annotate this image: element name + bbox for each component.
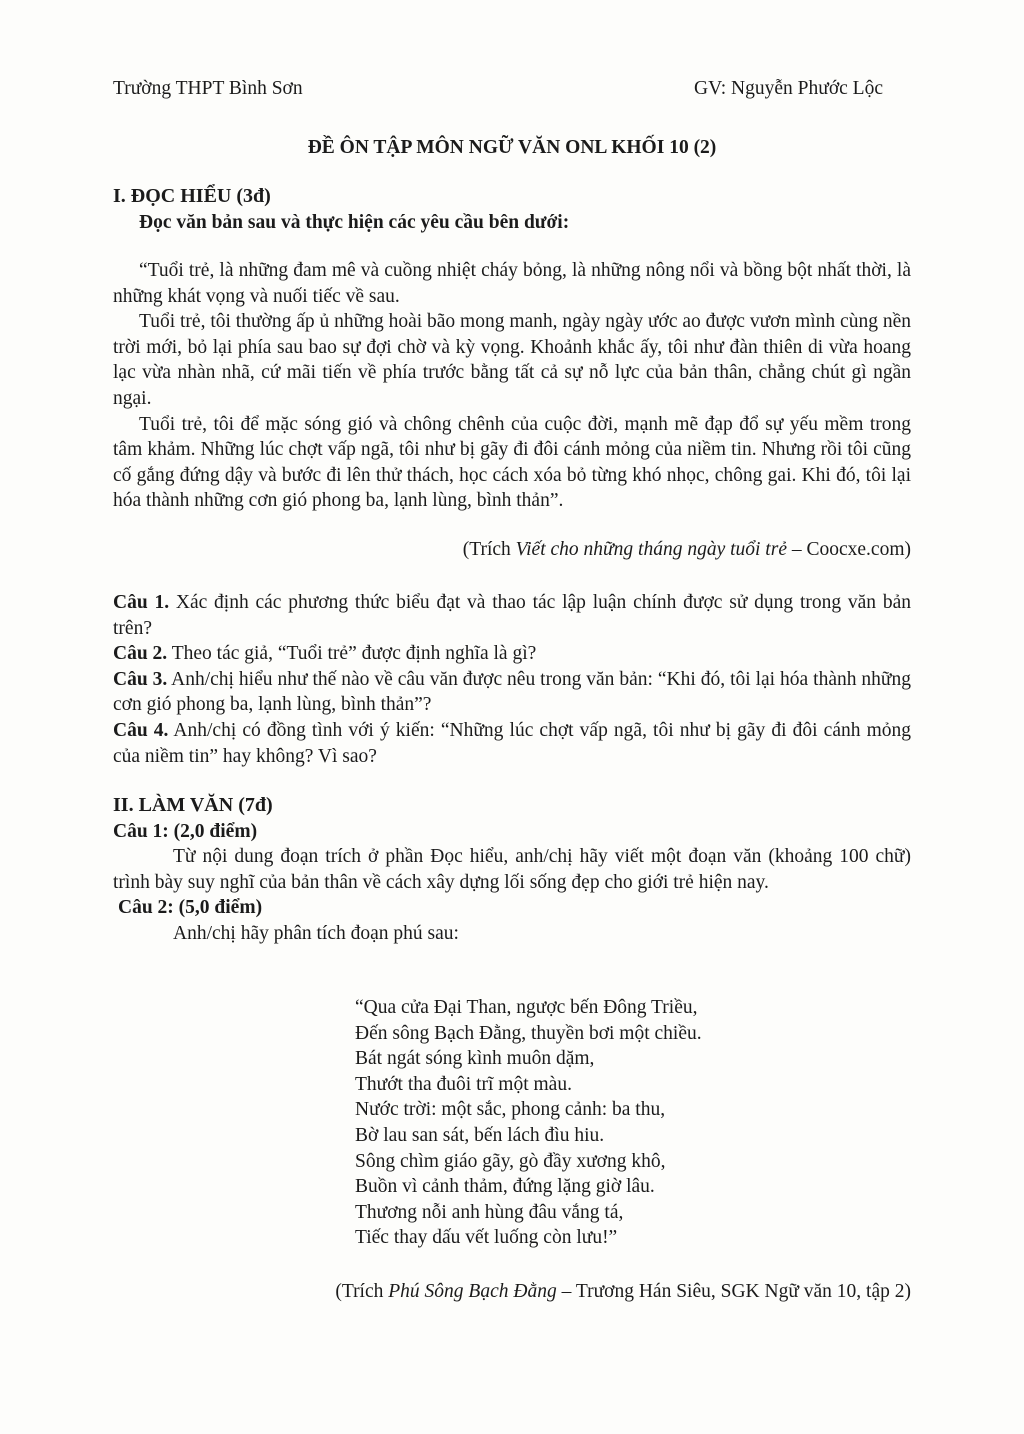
writing-q2-heading: Câu 2: (5,0 điểm)	[118, 897, 263, 919]
question-2-label: Câu 2.	[113, 643, 168, 665]
poem-line-6: Bờ lau san sát, bến lách đìu hiu.	[355, 1124, 605, 1146]
poem-line-8: Buồn vì cảnh thảm, đứng lặng giờ lâu.	[355, 1176, 655, 1198]
question-3	[113, 667, 911, 718]
section-writing-heading: II. LÀM VĂN (7đ)	[113, 794, 273, 816]
poem-excerpt	[355, 995, 875, 1251]
passage-citation	[113, 537, 911, 563]
question-2	[113, 641, 911, 667]
section-reading-heading: I. ĐỌC HIỂU (3đ)	[113, 185, 271, 207]
question-4	[113, 718, 911, 769]
question-3-label: Câu 3.	[113, 668, 168, 690]
question-3-text: Anh/chị hiểu như thế nào về câu văn được nêu trong văn bản: “Khi đó, tôi lại hóa thành những cơn gió phong ba, lạnh lùng, bình thản”?	[113, 668, 912, 716]
reading-instruction: Đọc văn bản sau và thực hiện các yêu cầu bên dưới:	[139, 211, 570, 233]
poem-line-4: Thướt tha đuôi trĩ một màu.	[355, 1073, 572, 1095]
page-title: ĐỀ ÔN TẬP MÔN NGỮ VĂN ONL KHỐI 10 (2)	[307, 137, 717, 158]
poem-line-1: “Qua cửa Đại Than, ngược bến Đông Triều,	[355, 997, 698, 1018]
poem-line-5: Nước trời: một sắc, phong cảnh: ba thu,	[355, 1099, 666, 1121]
poem-citation-suffix: – Trương Hán Siêu, SGK Ngữ văn 10, tập 2)	[556, 1281, 911, 1302]
question-4-text: Anh/chị có đồng tình với ý kiến: “Những lúc chợt vấp ngã, tôi như bị gãy đi đôi cánh mỏng của niềm tin” hay không? Vì sao?	[113, 719, 911, 767]
poem-citation-prefix: (Trích	[335, 1281, 389, 1302]
writing-q1-text: Từ nội dung đoạn trích ở phần Đọc hiểu, anh/chị hãy viết một đoạn văn (khoảng 100 chữ) trình bày suy nghĩ của bản thân về cách xây dựng lối sống đẹp cho giới trẻ hiện nay.	[113, 846, 911, 893]
section-writing	[113, 793, 911, 947]
citation-suffix: – Coocxe.com)	[786, 539, 911, 560]
school-name: Trường THPT Bình Sơn	[113, 78, 303, 99]
reading-questions	[113, 590, 911, 769]
citation-title: Viết cho những tháng ngày tuổi trẻ	[515, 539, 787, 560]
passage-paragraph-1: “Tuổi trẻ, là những đam mê và cuồng nhiệt cháy bỏng, là những nông nổi và bồng bột nhất thời, là những khát vọng và nuối tiếc về sau.	[113, 260, 911, 307]
question-1	[113, 590, 911, 641]
poem-citation	[113, 1279, 911, 1305]
reading-passage	[113, 258, 911, 514]
passage-paragraph-3: Tuổi trẻ, tôi để mặc sóng gió và chông chênh của cuộc đời, mạnh mẽ đạp đổ sự yếu mềm trong tâm khảm. Những lúc chợt vấp ngã, tôi như bị gãy đi đôi cánh mỏng của niềm tin. Nhưng rồi tôi cũng cố gắng đứng dậy và bước đi lên thử thách, học cách xóa bỏ từng khó nhọc, chông gai. Khi đó, tôi lại hóa thành những cơn gió phong ba, lạnh lùng, bình thản”.	[113, 413, 911, 512]
writing-q2-text: Anh/chị hãy phân tích đoạn phú sau:	[173, 922, 459, 944]
question-2-text: Theo tác giả, “Tuổi trẻ” được định nghĩa là gì?	[167, 643, 537, 665]
poem-line-7: Sông chìm giáo gãy, gò đầy xương khô,	[355, 1150, 666, 1172]
poem-citation-title: Phú Sông Bạch Đằng	[388, 1281, 557, 1302]
poem-line-10: Tiếc thay dấu vết luống còn lưu!”	[355, 1227, 618, 1249]
poem-line-3: Bát ngát sóng kình muôn dặm,	[355, 1048, 595, 1070]
writing-q1-heading: Câu 1: (2,0 điểm)	[113, 820, 258, 842]
poem-line-2: Đến sông Bạch Đằng, thuyền bơi một chiều.	[355, 1022, 702, 1044]
teacher-name: GV: Nguyễn Phước Lộc	[694, 78, 883, 99]
poem-line-9: Thương nỗi anh hùng đâu vắng tá,	[355, 1201, 624, 1223]
citation-prefix: (Trích	[462, 539, 516, 560]
question-4-label: Câu 4.	[113, 719, 169, 741]
section-reading	[113, 184, 911, 235]
question-1-text: Xác định các phương thức biểu đạt và thao tác lập luận chính được sử dụng trong văn bản trên?	[113, 592, 911, 639]
question-1-label: Câu 1.	[113, 592, 170, 613]
passage-paragraph-2: Tuổi trẻ, tôi thường ấp ủ những hoài bão mong manh, ngày ngày ước ao được vươn mình cùng nền trời mới, bỏ lại phía sau bao sự đợi chờ và kỳ vọng. Khoảnh khắc ấy, tôi như đàn thiên di vừa hoang lạc vừa nhàn nhã, cứ mãi tiến về phía trước bằng tất cả sự nỗ lực của bản thân, chẳng chút gì ngần ngại.	[113, 311, 911, 409]
